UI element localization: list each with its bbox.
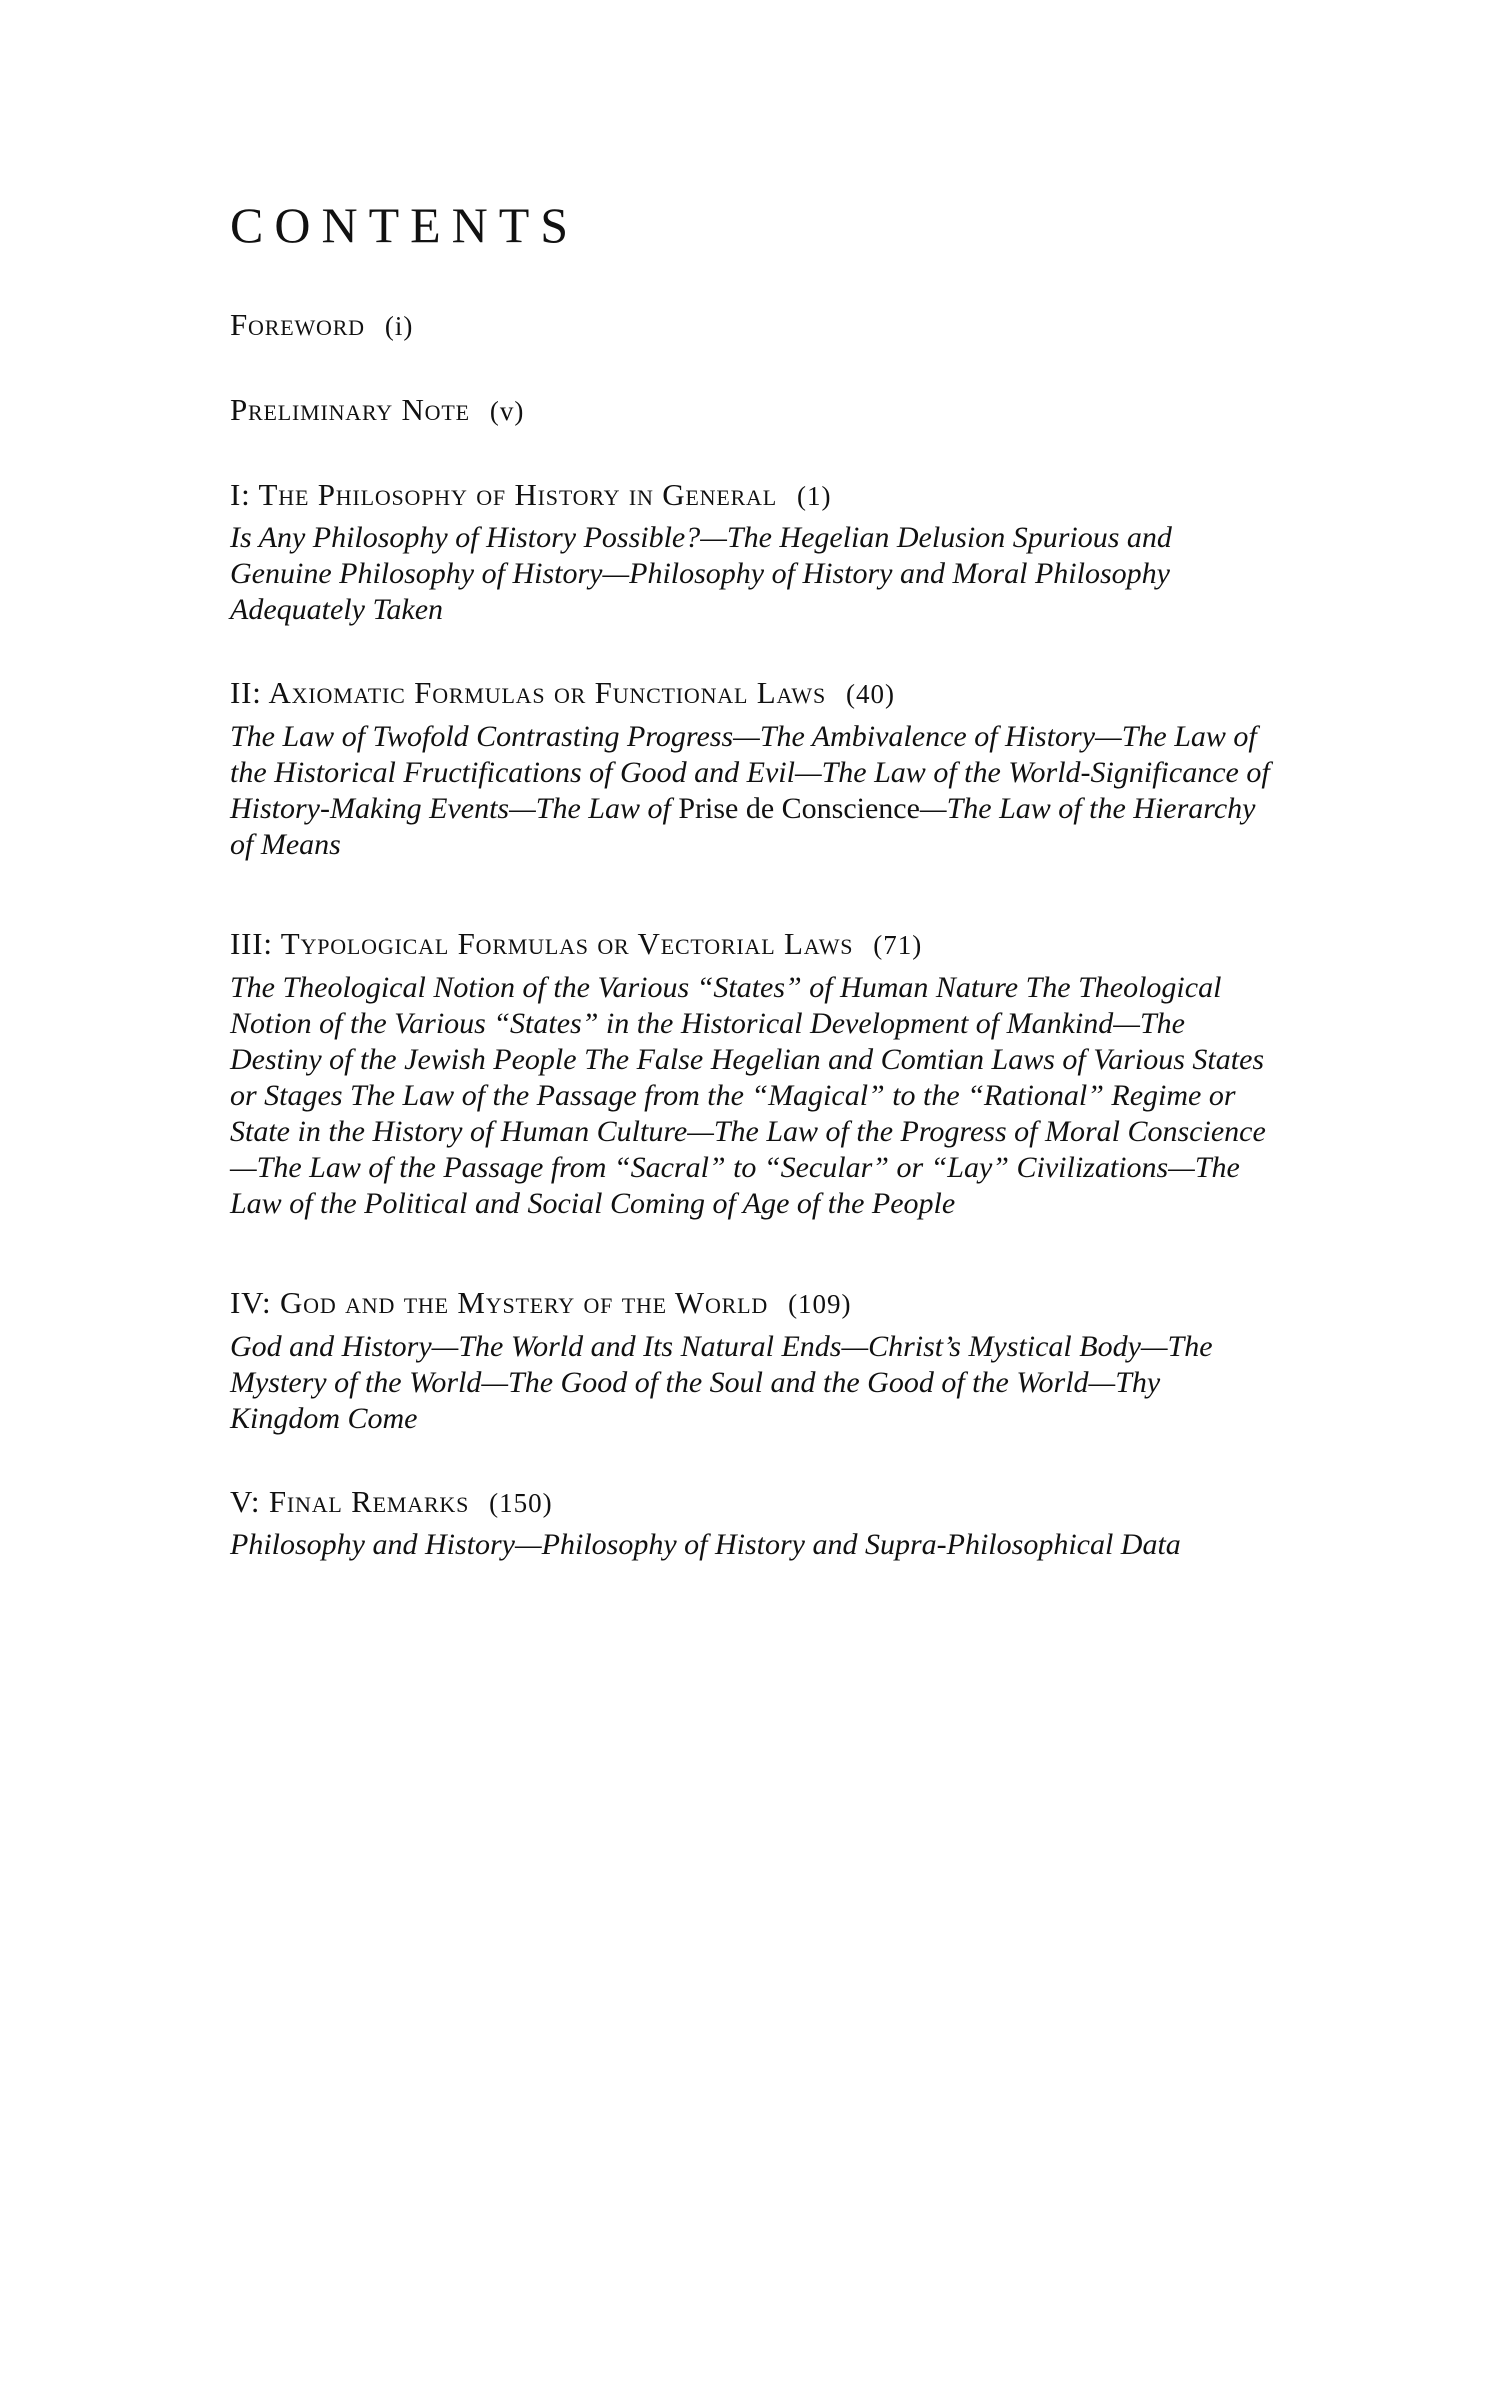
toc-entry-title: I: The Philosophy of History in General <box>230 476 777 512</box>
toc-entry-title: Foreword <box>230 307 365 342</box>
toc-entry-heading <box>230 1284 1270 1323</box>
toc-entry-page: (150) <box>489 1487 553 1518</box>
toc-entry-chapter-3 <box>230 925 1270 1222</box>
toc-subtitle-part-1: The Law of Twofold Contrasting Progress—The Ambivalence of History—The Law of the Historical Fructifications of Good and Evil—The Law of the World-Significance of History-Making Events—The Law of <box>230 720 1270 825</box>
toc-entry-preliminary-note <box>230 391 1270 430</box>
toc-entry-page: (40) <box>846 679 896 710</box>
toc-entry-title: III: Typological Formulas or Vectorial Laws <box>230 926 854 961</box>
toc-entry-title: V: Final Remarks <box>230 1483 470 1519</box>
toc-entry-subtitle: Philosophy and History—Philosophy of History and Supra-Philosophical Data <box>230 1528 1181 1562</box>
toc-entry-heading <box>230 306 1270 345</box>
toc-entry-heading <box>230 476 1270 515</box>
toc-entry-heading <box>230 925 1270 964</box>
toc-entry-page: (i) <box>384 311 414 341</box>
toc-entry-subtitle: God and History—The World and Its Natural Ends—Christ’s Mystical Body—The Mystery of the World—The Good of the Soul and the Good of the World—Thy Kingdom Come <box>230 1329 1213 1435</box>
toc-entry-subtitle: The Theological Notion of the Various “States” of Human Nature The Theological Notion of the Various “States” in the Historical Development of Mankind—The Destiny of the Jewish People The False Hegelian and Comtian Laws of Various States or Stages The Law of the Passage from the “Magical” to the “Rational” Regime or State in the History of Human Culture—The Law of the Progress of Moral Conscience—The Law of the Passage from “Sacral” to “Secular” or “Lay” Civilizations—The Law of the Political and Social Coming of Age of the People <box>230 970 1266 1220</box>
toc-entry-chapter-1 <box>230 476 1270 629</box>
toc-entry-page: (71) <box>873 930 923 960</box>
toc-entry-page: (1) <box>796 480 832 511</box>
toc-subtitle-part-2: —The Law of the Hierarchy of Means <box>230 792 1256 861</box>
toc-entry-page: (v) <box>489 395 525 426</box>
toc-entry-title: II: Axiomatic Formulas or Functional Laws <box>230 675 827 711</box>
toc-entry-page: (109) <box>788 1288 852 1319</box>
toc-entry-title: IV: God and the Mystery of the World <box>230 1284 769 1320</box>
toc-entry-chapter-4 <box>230 1284 1270 1437</box>
page-title: CONTENTS <box>230 197 580 253</box>
toc-entry-chapter-5 <box>230 1483 1270 1564</box>
toc-entry-subtitle <box>230 719 1270 863</box>
toc-subtitle-roman-phrase: Prise de Conscience <box>678 792 920 825</box>
toc-entry-title: Preliminary Note <box>230 391 470 427</box>
toc-entry-chapter-2 <box>230 674 1270 863</box>
toc-entry-heading <box>230 391 1270 430</box>
toc-entry-heading <box>230 1483 1270 1522</box>
toc-entry-subtitle: Is Any Philosophy of History Possible?—The Hegelian Delusion Spurious and Genuine Philosophy of History—Philosophy of History and Moral Philosophy Adequately Taken <box>230 521 1172 627</box>
toc-entry-foreword <box>230 306 1270 345</box>
toc-entry-heading <box>230 674 1270 713</box>
